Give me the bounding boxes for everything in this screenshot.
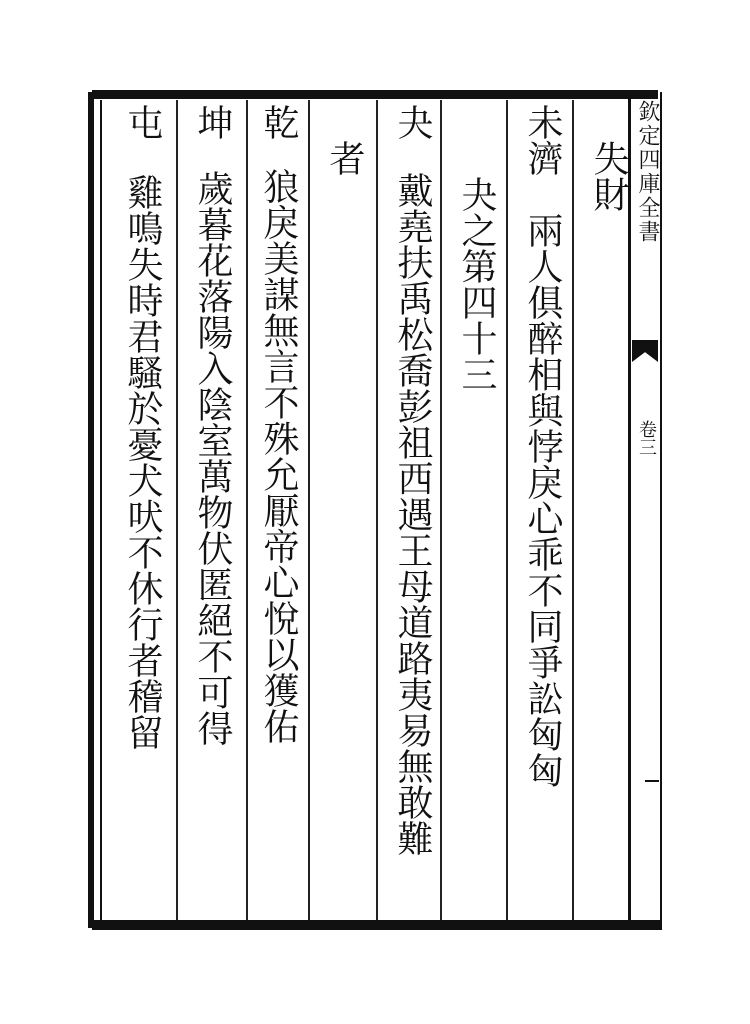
column-rule — [308, 100, 310, 920]
column-text: 者 — [324, 140, 365, 176]
column-text: 戴堯扶禹松喬彭祖西遇王母道路夷易無敢難 — [392, 172, 433, 856]
section-heading: 夬之第四十三 — [456, 176, 497, 392]
frame-bottom-border — [92, 920, 662, 930]
margin-volume-label: 卷三 — [636, 420, 657, 456]
text-column-2 — [522, 104, 562, 788]
column-text: 歲暮花落陽入陰室萬物伏匿絕不可得 — [192, 170, 233, 746]
frame-top-border — [92, 90, 658, 99]
margin-tick — [645, 780, 659, 782]
column-rule — [506, 100, 508, 920]
hexagram-heading: 坤 — [192, 104, 233, 140]
column-text: 失財 — [588, 140, 629, 212]
column-text: 狼戾美謀無言不殊允厭帝心悅以獲佑 — [258, 168, 299, 744]
text-column-6 — [258, 104, 298, 744]
hexagram-heading: 乾 — [258, 104, 299, 140]
text-column-8 — [122, 104, 162, 750]
frame-inner-left-border — [100, 100, 102, 920]
hexagram-heading: 屯 — [122, 104, 163, 140]
column-text: 兩人俱醉相與悖戾心乖不同爭訟匈匈 — [522, 212, 563, 788]
column-rule — [376, 100, 378, 920]
frame-left-border — [88, 92, 94, 928]
margin-book-title: 欽定四庫全書 — [635, 100, 660, 244]
column-rule — [440, 100, 442, 920]
text-column-4 — [392, 104, 432, 856]
margin-right-border — [660, 92, 662, 928]
text-column-1 — [588, 140, 628, 212]
hexagram-heading: 夬 — [392, 104, 433, 140]
column-rule — [572, 100, 574, 920]
column-text: 雞鳴失時君騷於憂犬吠不休行者稽留 — [122, 174, 163, 750]
text-column-3 — [456, 176, 496, 392]
margin-left-border — [628, 92, 631, 928]
hexagram-heading: 未濟 — [522, 104, 563, 176]
text-column-7 — [192, 104, 232, 746]
text-column-5 — [324, 140, 364, 176]
column-rule — [246, 100, 248, 920]
column-rule — [176, 100, 178, 920]
